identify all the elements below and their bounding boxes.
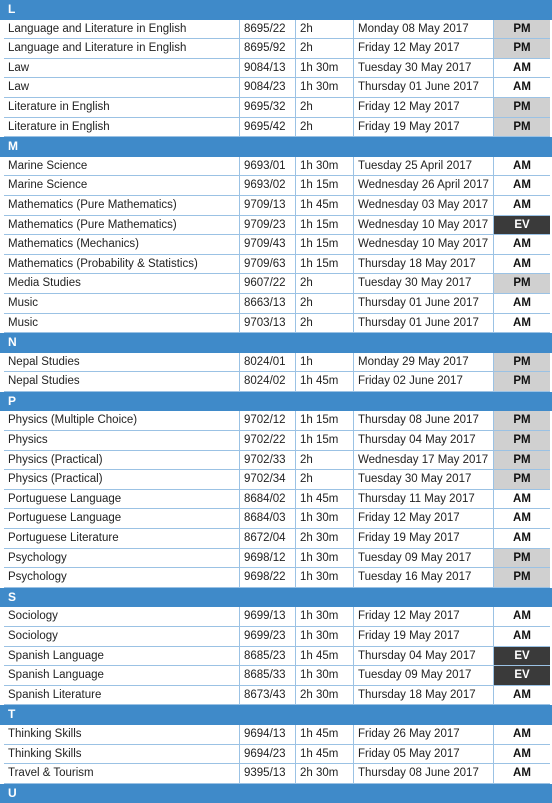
duration-cell: 2h 30m bbox=[296, 529, 354, 549]
session-badge: AM bbox=[494, 745, 550, 765]
code-cell: 9702/12 bbox=[240, 411, 296, 431]
subject-cell: Travel & Tourism bbox=[4, 764, 240, 784]
code-cell: 9695/42 bbox=[240, 118, 296, 138]
duration-cell: 1h 30m bbox=[296, 627, 354, 647]
duration-cell: 1h 30m bbox=[296, 59, 354, 79]
table-row bbox=[0, 568, 552, 588]
table-row bbox=[0, 216, 552, 236]
date-cell: Thursday 01 June 2017 bbox=[354, 294, 494, 314]
duration-cell: 1h bbox=[296, 353, 354, 373]
subject-cell: Psychology bbox=[4, 568, 240, 588]
table-row bbox=[0, 118, 552, 138]
subject-cell: Mathematics (Probability & Statistics) bbox=[4, 255, 240, 275]
table-row bbox=[0, 529, 552, 549]
table-row bbox=[0, 59, 552, 79]
date-cell: Tuesday 16 May 2017 bbox=[354, 568, 494, 588]
code-cell: 9695/32 bbox=[240, 98, 296, 118]
session-badge: PM bbox=[494, 274, 550, 294]
table-row bbox=[0, 607, 552, 627]
date-cell: Tuesday 25 April 2017 bbox=[354, 157, 494, 177]
session-badge: PM bbox=[494, 98, 550, 118]
session-badge: AM bbox=[494, 59, 550, 79]
session-badge: AM bbox=[494, 529, 550, 549]
duration-cell: 1h 30m bbox=[296, 568, 354, 588]
code-cell: 9693/02 bbox=[240, 176, 296, 196]
duration-cell: 1h 30m bbox=[296, 607, 354, 627]
duration-cell: 1h 45m bbox=[296, 490, 354, 510]
subject-cell: Marine Science bbox=[4, 157, 240, 177]
table-row bbox=[0, 764, 552, 784]
duration-cell: 1h 15m bbox=[296, 235, 354, 255]
duration-cell: 1h 15m bbox=[296, 216, 354, 236]
date-cell: Friday 05 May 2017 bbox=[354, 745, 494, 765]
date-cell: Friday 26 May 2017 bbox=[354, 725, 494, 745]
table-row bbox=[0, 470, 552, 490]
code-cell: 9607/22 bbox=[240, 274, 296, 294]
session-badge: AM bbox=[494, 764, 550, 784]
date-cell: Thursday 18 May 2017 bbox=[354, 255, 494, 275]
table-row bbox=[0, 314, 552, 334]
subject-cell: Spanish Language bbox=[4, 647, 240, 667]
code-cell: 9709/13 bbox=[240, 196, 296, 216]
session-badge: EV bbox=[494, 666, 550, 686]
session-badge: AM bbox=[494, 157, 550, 177]
table-row bbox=[0, 627, 552, 647]
subject-cell: Mathematics (Pure Mathematics) bbox=[4, 196, 240, 216]
date-cell: Wednesday 03 May 2017 bbox=[354, 196, 494, 216]
section-header-n: N bbox=[0, 333, 552, 353]
table-row bbox=[0, 294, 552, 314]
duration-cell: 2h bbox=[296, 451, 354, 471]
table-row bbox=[0, 431, 552, 451]
table-row bbox=[0, 274, 552, 294]
session-badge: AM bbox=[494, 235, 550, 255]
subject-cell: Literature in English bbox=[4, 118, 240, 138]
date-cell: Monday 29 May 2017 bbox=[354, 353, 494, 373]
subject-cell: Language and Literature in English bbox=[4, 20, 240, 40]
session-badge: AM bbox=[494, 294, 550, 314]
code-cell: 9693/01 bbox=[240, 157, 296, 177]
date-cell: Wednesday 10 May 2017 bbox=[354, 235, 494, 255]
session-badge: PM bbox=[494, 470, 550, 490]
code-cell: 8673/43 bbox=[240, 686, 296, 706]
duration-cell: 2h bbox=[296, 314, 354, 334]
duration-cell: 2h bbox=[296, 470, 354, 490]
duration-cell: 2h bbox=[296, 274, 354, 294]
table-row bbox=[0, 235, 552, 255]
code-cell: 8672/04 bbox=[240, 529, 296, 549]
code-cell: 9698/22 bbox=[240, 568, 296, 588]
table-row bbox=[0, 647, 552, 667]
date-cell: Wednesday 26 April 2017 bbox=[354, 176, 494, 196]
code-cell: 9709/63 bbox=[240, 255, 296, 275]
subject-cell: Mathematics (Pure Mathematics) bbox=[4, 216, 240, 236]
table-row bbox=[0, 686, 552, 706]
code-cell: 9702/33 bbox=[240, 451, 296, 471]
subject-cell: Physics (Practical) bbox=[4, 470, 240, 490]
session-badge: AM bbox=[494, 725, 550, 745]
subject-cell: Physics (Practical) bbox=[4, 451, 240, 471]
date-cell: Friday 12 May 2017 bbox=[354, 509, 494, 529]
code-cell: 8663/13 bbox=[240, 294, 296, 314]
table-row bbox=[0, 549, 552, 569]
table-row bbox=[0, 372, 552, 392]
duration-cell: 1h 30m bbox=[296, 157, 354, 177]
date-cell: Friday 19 May 2017 bbox=[354, 627, 494, 647]
date-cell: Wednesday 17 May 2017 bbox=[354, 451, 494, 471]
date-cell: Thursday 18 May 2017 bbox=[354, 686, 494, 706]
table-row bbox=[0, 255, 552, 275]
date-cell: Thursday 08 June 2017 bbox=[354, 764, 494, 784]
date-cell: Friday 02 June 2017 bbox=[354, 372, 494, 392]
table-row bbox=[0, 20, 552, 40]
date-cell: Friday 19 May 2017 bbox=[354, 118, 494, 138]
subject-cell: Sociology bbox=[4, 627, 240, 647]
date-cell: Thursday 01 June 2017 bbox=[354, 314, 494, 334]
subject-cell: Portuguese Language bbox=[4, 509, 240, 529]
subject-cell: Marine Science bbox=[4, 176, 240, 196]
session-badge: PM bbox=[494, 568, 550, 588]
code-cell: 8685/33 bbox=[240, 666, 296, 686]
subject-cell: Language and Literature in English bbox=[4, 39, 240, 59]
duration-cell: 1h 30m bbox=[296, 78, 354, 98]
table-row bbox=[0, 353, 552, 373]
table-row bbox=[0, 725, 552, 745]
subject-cell: Psychology bbox=[4, 549, 240, 569]
duration-cell: 1h 15m bbox=[296, 431, 354, 451]
duration-cell: 1h 15m bbox=[296, 255, 354, 275]
duration-cell: 1h 30m bbox=[296, 549, 354, 569]
date-cell: Tuesday 30 May 2017 bbox=[354, 274, 494, 294]
section-header-u: U bbox=[0, 784, 552, 803]
subject-cell: Portuguese Literature bbox=[4, 529, 240, 549]
session-badge: AM bbox=[494, 78, 550, 98]
section-header-l: L bbox=[0, 0, 552, 20]
table-row bbox=[0, 509, 552, 529]
code-cell: 8024/02 bbox=[240, 372, 296, 392]
table-row bbox=[0, 490, 552, 510]
date-cell: Tuesday 09 May 2017 bbox=[354, 666, 494, 686]
duration-cell: 1h 15m bbox=[296, 411, 354, 431]
subject-cell: Thinking Skills bbox=[4, 725, 240, 745]
subject-cell: Physics bbox=[4, 431, 240, 451]
section-header-m: M bbox=[0, 137, 552, 157]
duration-cell: 2h 30m bbox=[296, 764, 354, 784]
date-cell: Friday 12 May 2017 bbox=[354, 39, 494, 59]
subject-cell: Nepal Studies bbox=[4, 353, 240, 373]
code-cell: 8695/22 bbox=[240, 20, 296, 40]
session-badge: PM bbox=[494, 20, 550, 40]
section-header-p: P bbox=[0, 392, 552, 412]
duration-cell: 1h 30m bbox=[296, 509, 354, 529]
code-cell: 9084/23 bbox=[240, 78, 296, 98]
code-cell: 9709/23 bbox=[240, 216, 296, 236]
duration-cell: 1h 45m bbox=[296, 745, 354, 765]
date-cell: Tuesday 30 May 2017 bbox=[354, 59, 494, 79]
session-badge: EV bbox=[494, 647, 550, 667]
session-badge: AM bbox=[494, 509, 550, 529]
duration-cell: 2h bbox=[296, 20, 354, 40]
subject-cell: Music bbox=[4, 294, 240, 314]
date-cell: Thursday 08 June 2017 bbox=[354, 411, 494, 431]
date-cell: Wednesday 10 May 2017 bbox=[354, 216, 494, 236]
code-cell: 9699/23 bbox=[240, 627, 296, 647]
subject-cell: Mathematics (Mechanics) bbox=[4, 235, 240, 255]
session-badge: AM bbox=[494, 314, 550, 334]
duration-cell: 2h bbox=[296, 118, 354, 138]
table-row bbox=[0, 157, 552, 177]
session-badge: AM bbox=[494, 607, 550, 627]
code-cell: 8024/01 bbox=[240, 353, 296, 373]
session-badge: AM bbox=[494, 627, 550, 647]
table-row bbox=[0, 78, 552, 98]
subject-cell: Law bbox=[4, 78, 240, 98]
session-badge: EV bbox=[494, 216, 550, 236]
table-row bbox=[0, 451, 552, 471]
date-cell: Tuesday 09 May 2017 bbox=[354, 549, 494, 569]
session-badge: AM bbox=[494, 255, 550, 275]
session-badge: AM bbox=[494, 686, 550, 706]
duration-cell: 1h 45m bbox=[296, 196, 354, 216]
session-badge: PM bbox=[494, 451, 550, 471]
duration-cell: 1h 45m bbox=[296, 372, 354, 392]
subject-cell: Sociology bbox=[4, 607, 240, 627]
date-cell: Thursday 01 June 2017 bbox=[354, 78, 494, 98]
subject-cell: Spanish Language bbox=[4, 666, 240, 686]
date-cell: Thursday 11 May 2017 bbox=[354, 490, 494, 510]
session-badge: PM bbox=[494, 353, 550, 373]
table-row bbox=[0, 666, 552, 686]
date-cell: Friday 19 May 2017 bbox=[354, 529, 494, 549]
session-badge: PM bbox=[494, 431, 550, 451]
code-cell: 9395/13 bbox=[240, 764, 296, 784]
subject-cell: Portuguese Language bbox=[4, 490, 240, 510]
code-cell: 9702/34 bbox=[240, 470, 296, 490]
subject-cell: Music bbox=[4, 314, 240, 334]
session-badge: AM bbox=[494, 490, 550, 510]
code-cell: 9703/13 bbox=[240, 314, 296, 334]
code-cell: 8685/23 bbox=[240, 647, 296, 667]
table-row bbox=[0, 176, 552, 196]
code-cell: 8695/92 bbox=[240, 39, 296, 59]
code-cell: 8684/03 bbox=[240, 509, 296, 529]
date-cell: Thursday 04 May 2017 bbox=[354, 647, 494, 667]
section-header-s: S bbox=[0, 588, 552, 608]
duration-cell: 2h bbox=[296, 294, 354, 314]
subject-cell: Literature in English bbox=[4, 98, 240, 118]
code-cell: 9694/23 bbox=[240, 745, 296, 765]
code-cell: 9709/43 bbox=[240, 235, 296, 255]
code-cell: 9694/13 bbox=[240, 725, 296, 745]
table-row bbox=[0, 745, 552, 765]
subject-cell: Thinking Skills bbox=[4, 745, 240, 765]
duration-cell: 2h bbox=[296, 39, 354, 59]
duration-cell: 2h 30m bbox=[296, 686, 354, 706]
code-cell: 9084/13 bbox=[240, 59, 296, 79]
date-cell: Tuesday 30 May 2017 bbox=[354, 470, 494, 490]
table-row bbox=[0, 98, 552, 118]
table-row bbox=[0, 196, 552, 216]
session-badge: AM bbox=[494, 196, 550, 216]
session-badge: PM bbox=[494, 372, 550, 392]
code-cell: 9699/13 bbox=[240, 607, 296, 627]
code-cell: 9698/12 bbox=[240, 549, 296, 569]
date-cell: Thursday 04 May 2017 bbox=[354, 431, 494, 451]
date-cell: Monday 08 May 2017 bbox=[354, 20, 494, 40]
date-cell: Friday 12 May 2017 bbox=[354, 98, 494, 118]
table-row bbox=[0, 411, 552, 431]
duration-cell: 1h 45m bbox=[296, 725, 354, 745]
session-badge: PM bbox=[494, 39, 550, 59]
code-cell: 9702/22 bbox=[240, 431, 296, 451]
session-badge: AM bbox=[494, 176, 550, 196]
section-header-t: T bbox=[0, 705, 552, 725]
duration-cell: 1h 30m bbox=[296, 666, 354, 686]
subject-cell: Spanish Literature bbox=[4, 686, 240, 706]
subject-cell: Media Studies bbox=[4, 274, 240, 294]
duration-cell: 1h 15m bbox=[296, 176, 354, 196]
date-cell: Friday 12 May 2017 bbox=[354, 607, 494, 627]
subject-cell: Physics (Multiple Choice) bbox=[4, 411, 240, 431]
code-cell: 8684/02 bbox=[240, 490, 296, 510]
session-badge: PM bbox=[494, 118, 550, 138]
duration-cell: 2h bbox=[296, 98, 354, 118]
subject-cell: Nepal Studies bbox=[4, 372, 240, 392]
subject-cell: Law bbox=[4, 59, 240, 79]
session-badge: PM bbox=[494, 549, 550, 569]
table-row bbox=[0, 39, 552, 59]
session-badge: PM bbox=[494, 411, 550, 431]
duration-cell: 1h 45m bbox=[296, 647, 354, 667]
